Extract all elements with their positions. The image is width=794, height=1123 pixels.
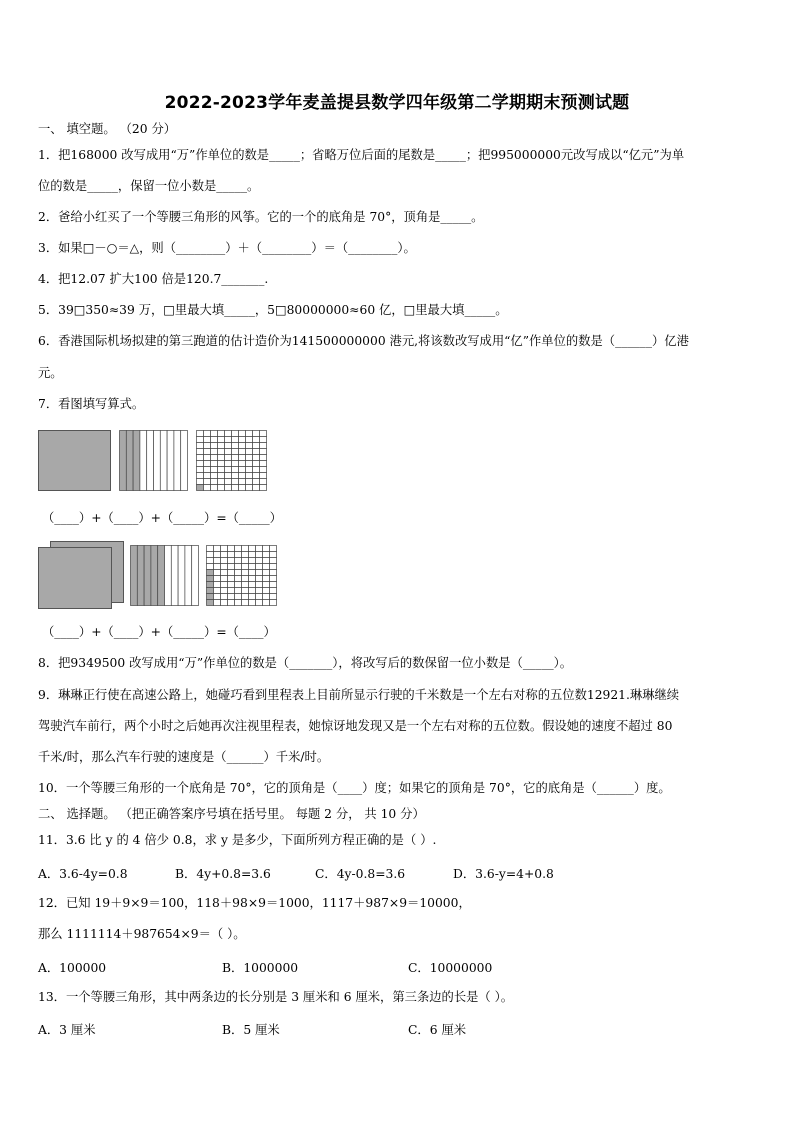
question-1-line-1: 1．把168000 改写成用“万”作单位的数是_____；省略万位后面的尾数是_____；把995000000元改写成以“亿元”为单	[38, 148, 685, 162]
q13-option-b: B．5 厘米	[222, 1023, 280, 1037]
q12-option-a: A．100000	[38, 961, 107, 975]
question-2: 2．爸给小红买了一个等腰三角形的风筝。它的一个的底角是 70°，顶角是_____。	[38, 210, 484, 224]
question-10: 10．一个等腰三角形的一个底角是 70°，它的顶角是（____）度；如果它的顶角是 70°，它的底角是（______）度。	[38, 781, 671, 795]
question-9-line-2: 驾驶汽车前行，两个小时之后她再次注视里程表，她惊讶地发现又是一个左右对称的五位数。假设她的速度不超过 80	[38, 719, 673, 733]
question-7: 7．看图填写算式。	[38, 397, 145, 411]
question-6-line-2: 元。	[38, 366, 63, 380]
hundred-square-figure	[38, 430, 111, 491]
question-4: 4．把12.07 扩大100 倍是120.7_______.	[38, 272, 269, 286]
q11-option-b: B．4y+0.8=3.6	[175, 867, 271, 881]
question-12-line-1: 12．已知 19＋9×9＝100，118＋98×9＝1000，1117＋987×9＝10000，	[38, 896, 471, 910]
q11-option-c: C．4y-0.8=3.6	[315, 867, 406, 881]
tenths-strip-figure-1	[119, 430, 189, 492]
question-1-line-2: 位的数是_____，保留一位小数是_____。	[38, 179, 260, 193]
stacked-squares-figure	[38, 541, 124, 609]
q13-option-c: C．6 厘米	[408, 1023, 467, 1037]
question-3: 3．如果□－○＝△，则（________）＋（________）＝（________）。	[38, 241, 416, 255]
question-9-line-3: 千米/时，那么汽车行驶的速度是（______）千米/时。	[38, 750, 330, 764]
section-2-heading: 二、 选择题。 （把正确答案序号填在括号里。 每题 2 分， 共 10 分）	[38, 807, 425, 821]
page-title: 2022-2023学年麦盖提县数学四年级第二学期期末预测试题	[164, 93, 630, 113]
question-9-line-1: 9．琳琳正行使在高速公路上，她碰巧看到里程表上目前所显示行驶的千米数是一个左右对称的五位数12921.琳琳继续	[38, 688, 680, 702]
question-13: 13．一个等腰三角形，其中两条边的长分别是 3 厘米和 6 厘米，第三条边的长是（ ）。	[38, 990, 514, 1004]
question-7-answer-row-2: （____）+（____）+（_____）=（____）	[42, 625, 276, 639]
q12-option-c: C．10000000	[408, 961, 493, 975]
tenths-strip-figure-2	[130, 545, 200, 607]
question-7-answer-row-1: （____）+（____）+（_____）=（_____）	[42, 511, 282, 525]
question-12-line-2: 那么 1111114＋987654×9＝（ ）。	[38, 927, 246, 941]
section-1-heading: 一、 填空题。 （20 分）	[38, 122, 177, 136]
q12-option-b: B．1000000	[222, 961, 299, 975]
q11-option-a: A．3.6-4y=0.8	[38, 867, 128, 881]
question-6-line-1: 6．香港国际机场拟建的第三跑道的估计造价为141500000000 港元,将该数改写成用“亿”作单位的数是（______）亿港	[38, 334, 689, 348]
question-11: 11．3.6 比 y 的 4 倍少 0.8，求 y 是多少，下面所列方程正确的是（ ）.	[38, 833, 437, 847]
hundredths-grid-figure-2	[206, 545, 278, 607]
hundredths-grid-figure-1	[196, 430, 268, 492]
q13-option-a: A．3 厘米	[38, 1023, 96, 1037]
question-5: 5．39□350≈39 万，□里最大填_____，5□80000000≈60 亿，□里最大填_____。	[38, 303, 508, 317]
q11-option-d: D．3.6-y=4+0.8	[453, 867, 554, 881]
question-8: 8．把9349500 改写成用“万”作单位的数是（_______），将改写后的数保留一位小数是（_____）。	[38, 656, 573, 670]
